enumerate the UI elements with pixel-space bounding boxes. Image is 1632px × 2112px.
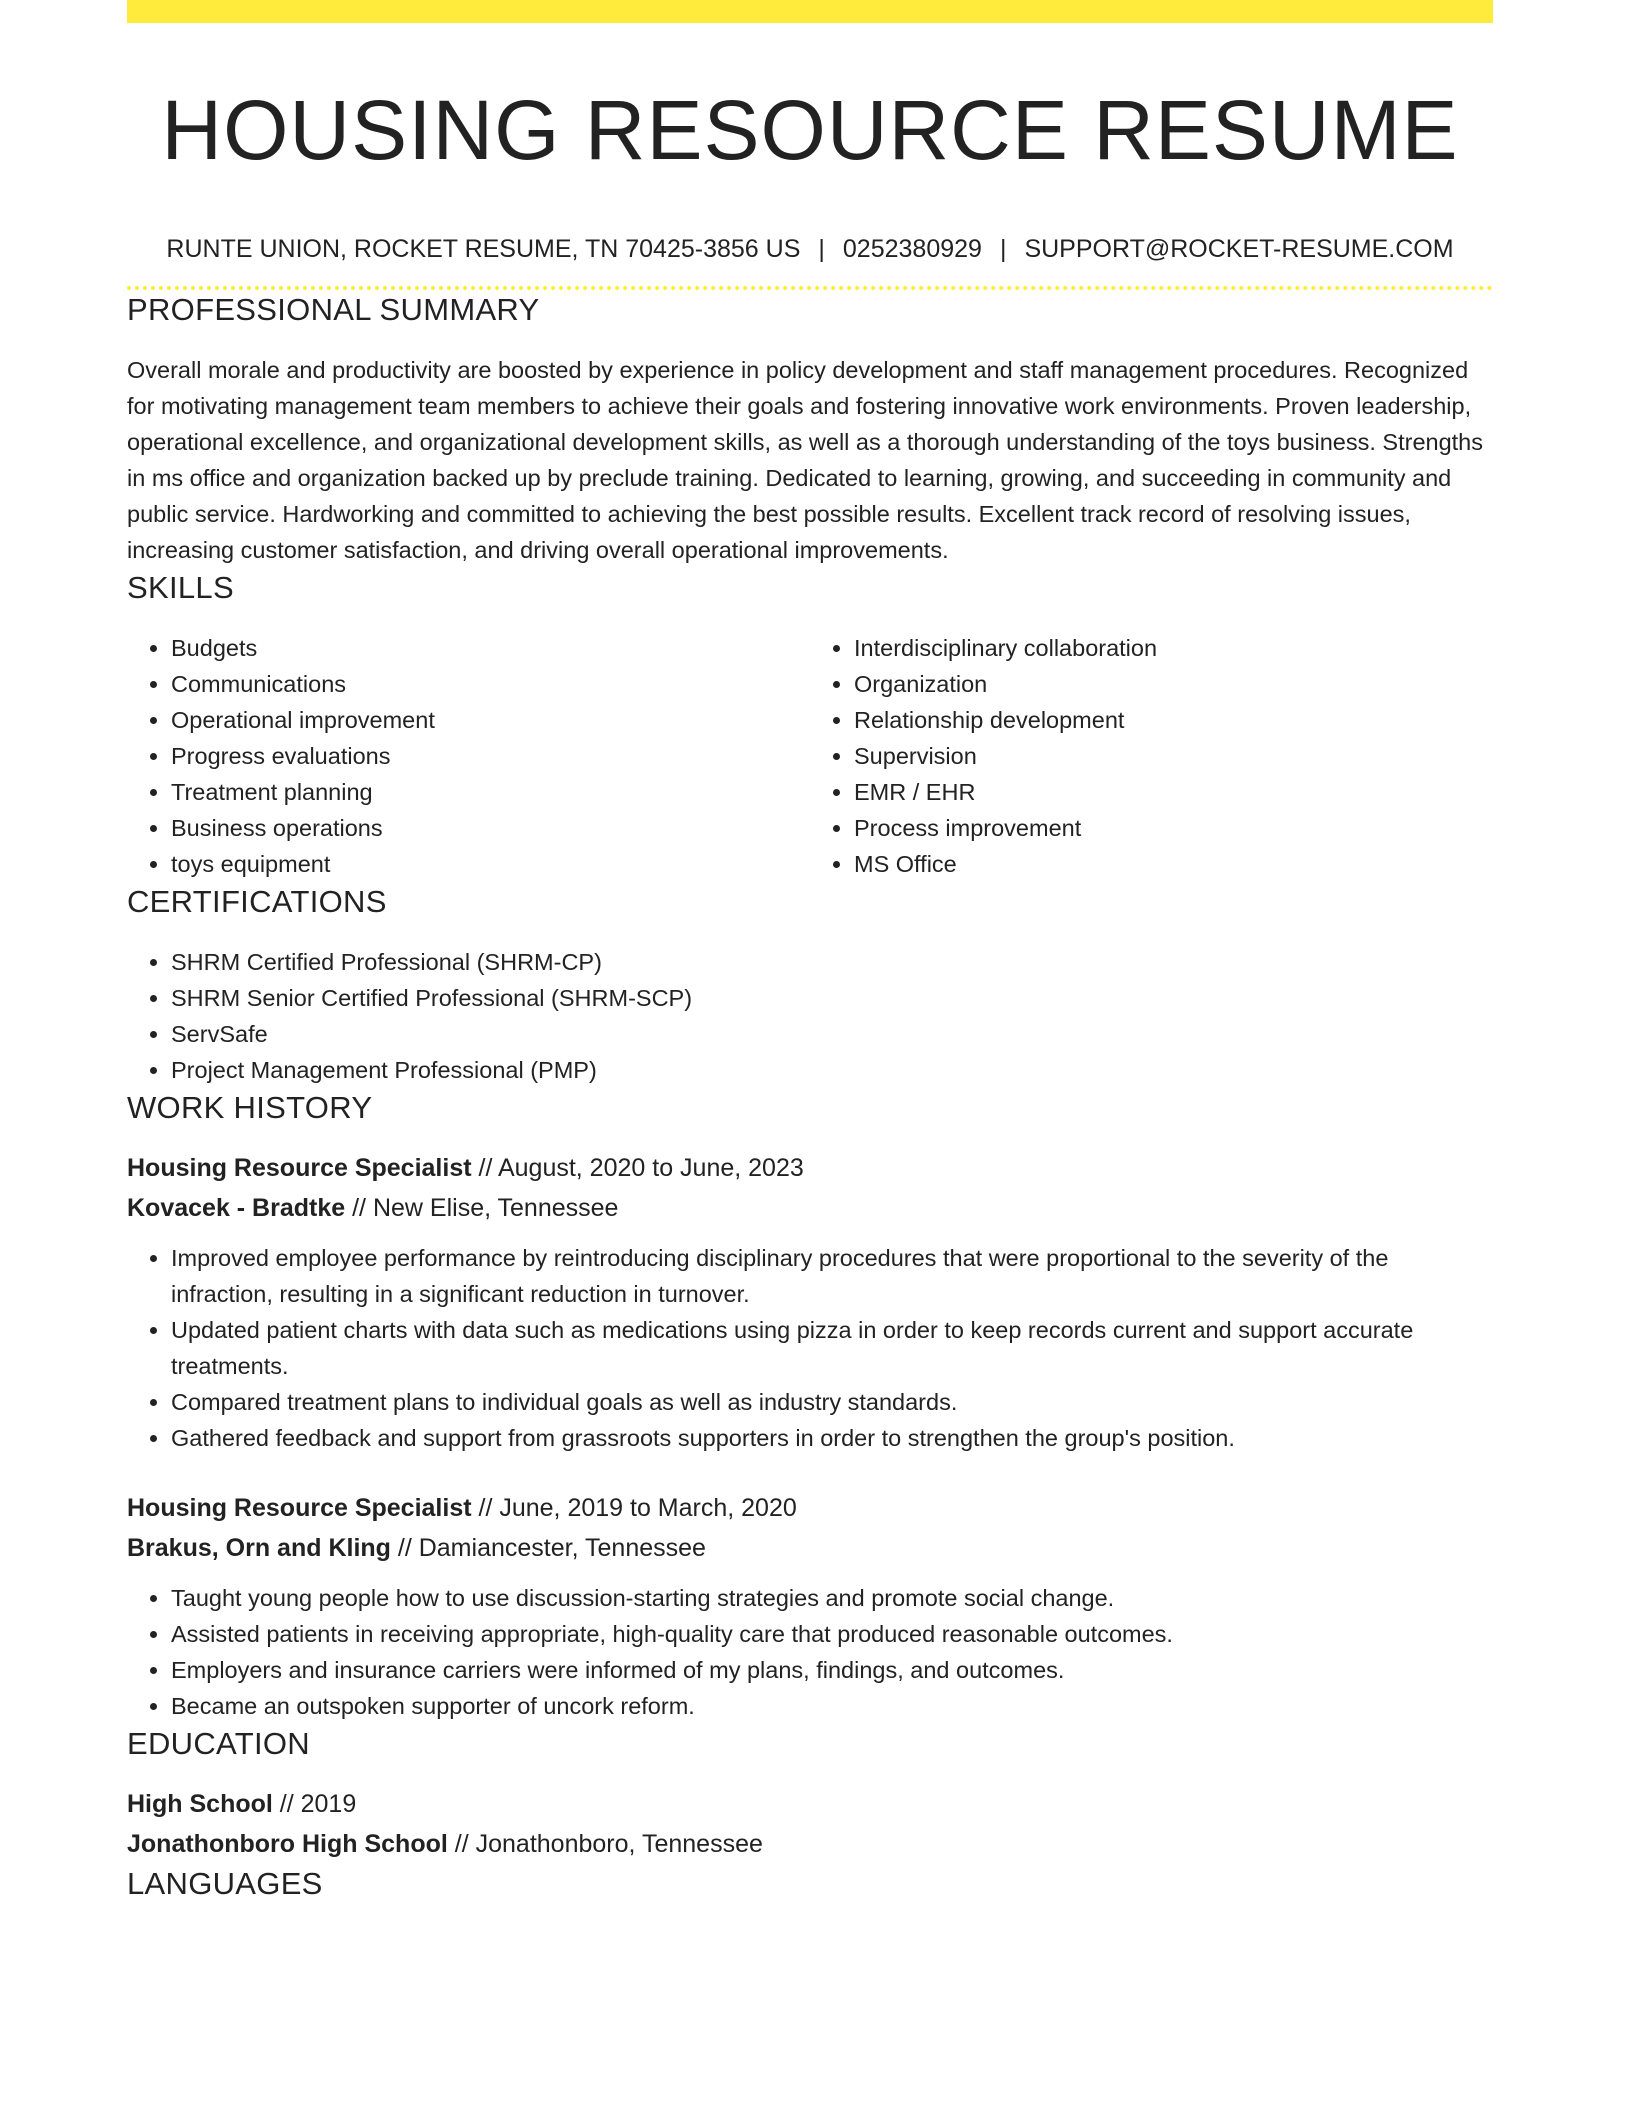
job-entry: [127, 1488, 1493, 1724]
skill-item: • Supervision: [854, 738, 1493, 774]
skill-item: • toys equipment: [171, 846, 810, 882]
job-company-line: [127, 1188, 1493, 1228]
skill-item: • Business operations: [171, 810, 810, 846]
certification-item: • ServSafe: [171, 1016, 1493, 1052]
job-company: Kovacek - Bradtke: [127, 1194, 346, 1222]
contact-line: [127, 232, 1493, 266]
job-title-line: [127, 1488, 1493, 1528]
job-title-line: [127, 1148, 1493, 1188]
skills-list-right: [810, 630, 1493, 882]
certification-item: • SHRM Senior Certified Professional (SHRM-SCP): [171, 980, 1493, 1016]
job-bullets: [127, 1240, 1493, 1456]
certification-item: • SHRM Certified Professional (SHRM-CP): [171, 944, 1493, 980]
job-location: // New Elise, Tennessee: [352, 1194, 619, 1222]
job-bullet: • Employers and insurance carriers were informed of my plans, findings, and outcomes.: [171, 1652, 1493, 1688]
skill-item: • Relationship development: [854, 702, 1493, 738]
job-bullets: [127, 1580, 1493, 1724]
contact-address: RUNTE UNION, ROCKET RESUME, TN 70425-3856 US: [166, 235, 801, 263]
summary-text: Overall morale and productivity are boosted by experience in policy development and staff management procedures. Recognized for motivating management team members to achieve their goals and fostering innovative work environments. Proven leadership, operational excellence, and organizational development skills, as well as a thorough understanding of the toys business. Strengths in ms office and organization backed up by preclude training. Dedicated to learning, growing, and succeeding in community and public service. Hardworking and committed to achieving the best possible results. Excellent track record of resolving issues, increasing customer satisfaction, and driving overall operational improvements.: [127, 357, 1484, 563]
skill-item: • Budgets: [171, 630, 810, 666]
job-title: Housing Resource Specialist: [127, 1494, 472, 1522]
job-bullet: • Improved employee performance by reintroducing disciplinary procedures that were proportional to the severity of the infraction, resulting in a significant reduction in turnover.: [171, 1240, 1493, 1312]
skill-item: • Organization: [854, 666, 1493, 702]
skill-item: • Treatment planning: [171, 774, 810, 810]
contact-email: SUPPORT@ROCKET-RESUME.COM: [1024, 235, 1454, 263]
resume-title: HOUSING RESOURCE RESUME: [161, 83, 1459, 177]
job-title: Housing Resource Specialist: [127, 1154, 472, 1182]
work-history-heading: WORK HISTORY: [127, 1090, 373, 1125]
job-bullet: • Assisted patients in receiving appropriate, high-quality care that produced reasonable outcomes.: [171, 1616, 1493, 1652]
job-company-line: [127, 1528, 1493, 1568]
education-location: // Jonathonboro, Tennessee: [454, 1830, 763, 1858]
contact-separator: |: [999, 235, 1007, 263]
languages-heading: LANGUAGES: [127, 1866, 323, 1901]
skill-item: • Interdisciplinary collaboration: [854, 630, 1493, 666]
job-entry: [127, 1148, 1493, 1456]
resume-content: [127, 0, 1493, 1904]
education-school-line: [127, 1824, 1493, 1864]
skill-item: • Process improvement: [854, 810, 1493, 846]
skill-item: • EMR / EHR: [854, 774, 1493, 810]
job-bullet: • Taught young people how to use discussion-starting strategies and promote social change.: [171, 1580, 1493, 1616]
education-heading: EDUCATION: [127, 1726, 310, 1761]
skill-item: • Progress evaluations: [171, 738, 810, 774]
education-degree: High School: [127, 1790, 273, 1818]
summary-heading: PROFESSIONAL SUMMARY: [127, 292, 540, 327]
certifications-list: [127, 944, 1493, 1088]
job-bullet: • Became an outspoken supporter of uncork reform.: [171, 1688, 1493, 1724]
job-company: Brakus, Orn and Kling: [127, 1534, 391, 1562]
certification-item: • Project Management Professional (PMP): [171, 1052, 1493, 1088]
job-bullet: • Updated patient charts with data such as medications using pizza in order to keep records current and support accurate treatments.: [171, 1312, 1493, 1384]
job-dates: // June, 2019 to March, 2020: [478, 1494, 797, 1522]
job-location: // Damiancester, Tennessee: [397, 1534, 706, 1562]
skills-heading: SKILLS: [127, 570, 234, 605]
education-year: // 2019: [279, 1790, 357, 1818]
skill-item: • Communications: [171, 666, 810, 702]
education-degree-line: [127, 1784, 1493, 1824]
education-school: Jonathonboro High School: [127, 1830, 448, 1858]
job-bullet: • Gathered feedback and support from grassroots supporters in order to strengthen the group's position.: [171, 1420, 1493, 1456]
skills-list-left: [127, 630, 810, 882]
skill-item: • MS Office: [854, 846, 1493, 882]
contact-separator: |: [818, 235, 825, 263]
skills-grid: [127, 630, 1493, 882]
skill-item: • Operational improvement: [171, 702, 810, 738]
job-bullet: • Compared treatment plans to individual goals as well as industry standards.: [171, 1384, 1493, 1420]
contact-phone: 0252380929: [842, 235, 982, 263]
certifications-heading: CERTIFICATIONS: [127, 884, 387, 919]
job-dates: // August, 2020 to June, 2023: [478, 1154, 804, 1182]
